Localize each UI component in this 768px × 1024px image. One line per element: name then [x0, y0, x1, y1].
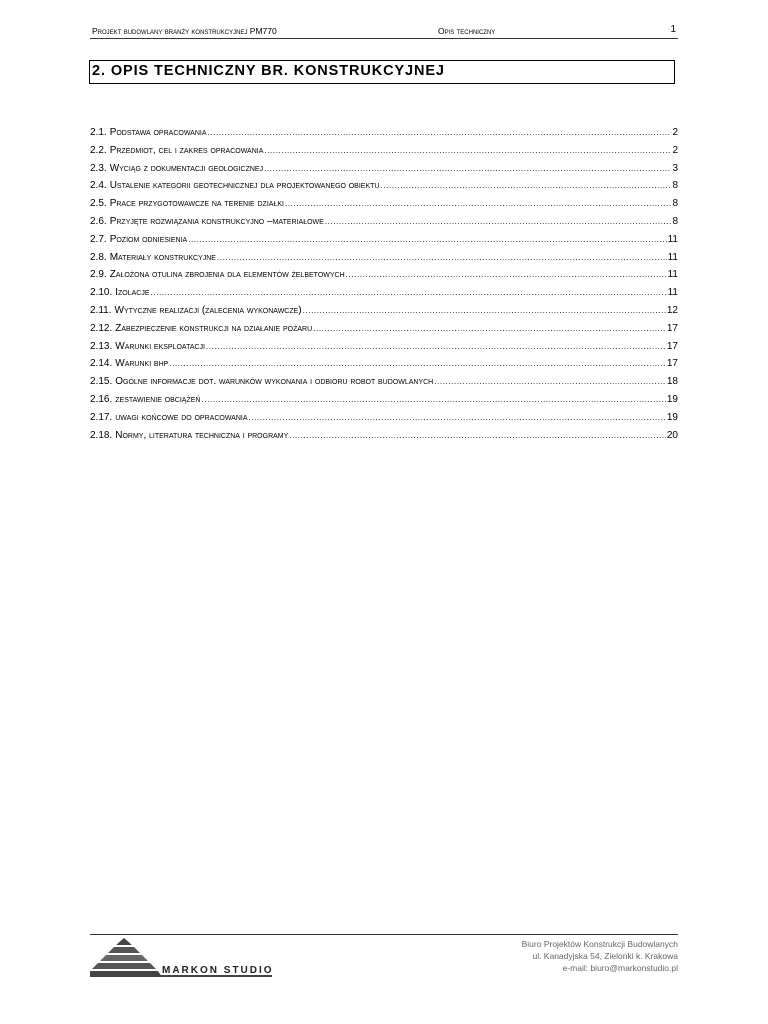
toc-entry-title: Podstawa opracowania	[109, 127, 207, 138]
table-of-contents	[90, 125, 678, 445]
toc-dot-leader	[206, 339, 666, 349]
toc-entry-title: Izolacje	[115, 287, 150, 299]
toc-entry-number: 2.9.	[90, 269, 107, 281]
toc-entry-number: 2.14.	[90, 358, 113, 370]
toc-entry[interactable]	[90, 410, 678, 428]
toc-entry-number: 2.18.	[90, 429, 113, 441]
toc-entry-number: 2.4.	[90, 180, 107, 192]
toc-entry-page: 17	[666, 340, 678, 352]
toc-entry-title: Założona otulina zbrojenia dla elementów żelbetowych	[109, 269, 345, 281]
chapter-title: 2. OPIS TECHNICZNY BR. KONSTRUKCYJNEJ	[92, 63, 445, 79]
toc-dot-leader	[264, 143, 671, 153]
toc-entry-title: Materiały konstrukcyjne	[109, 251, 216, 263]
address-line-3: e-mail: biuro@markonstudio.pl	[562, 963, 678, 973]
toc-dot-leader	[313, 321, 666, 331]
toc-dot-leader	[208, 125, 672, 135]
address-line-1: Biuro Projektów Konstrukcji Budowlanych	[521, 939, 678, 949]
footer-address	[522, 938, 678, 974]
toc-entry[interactable]	[90, 161, 678, 179]
toc-entry-title: Ogólne informacje dot. warunków wykonania i odbioru robot budowlanych	[115, 376, 434, 388]
toc-entry[interactable]	[90, 196, 678, 214]
toc-entry-title: Zabezpieczenie konstrukcji na działanie pożaru	[115, 322, 313, 334]
toc-entry-title: Przyjęte rozwiązania konstrukcyjno –materiałowe	[109, 215, 324, 227]
toc-entry-page: 11	[667, 269, 678, 281]
toc-entry-number: 2.2.	[90, 144, 107, 156]
toc-entry-number: 2.3.	[90, 162, 107, 174]
toc-entry-page: 3	[672, 162, 678, 174]
toc-entry-page: 8	[672, 215, 678, 227]
toc-entry-page: 11	[667, 251, 678, 263]
toc-entry-page: 2	[672, 144, 678, 156]
toc-dot-leader	[434, 374, 666, 384]
page-header	[90, 24, 678, 39]
toc-entry-page: 17	[666, 322, 678, 334]
toc-entry[interactable]	[90, 250, 678, 268]
toc-entry-page: 8	[672, 198, 678, 210]
toc-entry[interactable]	[90, 232, 678, 250]
toc-entry[interactable]	[90, 428, 678, 446]
toc-entry-page: 11	[667, 233, 678, 245]
toc-entry-page: 2	[672, 127, 678, 138]
toc-dot-leader	[325, 214, 672, 224]
toc-entry-number: 2.7.	[90, 233, 107, 245]
toc-entry[interactable]	[90, 303, 678, 321]
toc-entry[interactable]	[90, 285, 678, 303]
toc-entry-page: 19	[666, 411, 678, 423]
footer-divider	[90, 934, 678, 935]
toc-entry[interactable]	[90, 392, 678, 410]
toc-entry-title: Wytyczne realizacji (zalecenia wykonawcze)	[114, 304, 302, 316]
toc-entry-title: Warunki eksploatacji	[115, 340, 206, 352]
toc-entry-number: 2.12.	[90, 322, 113, 334]
header-section-title: Opis techniczny	[438, 26, 496, 36]
toc-entry-number: 2.5.	[90, 198, 107, 210]
header-page-number: 1	[670, 24, 676, 35]
toc-entry-number: 2.13.	[90, 340, 113, 352]
toc-entry-title: Przedmiot, cel i zakres opracowania	[109, 144, 264, 156]
toc-dot-leader	[289, 428, 666, 438]
toc-entry[interactable]	[90, 356, 678, 374]
toc-entry[interactable]	[90, 214, 678, 232]
toc-entry[interactable]	[90, 143, 678, 161]
toc-entry-title: Ustalenie kategorii geotechnicznej dla projektowanego obiektu	[109, 180, 380, 192]
toc-dot-leader	[303, 303, 666, 313]
toc-entry-page: 19	[666, 393, 678, 405]
header-project-title: Projekt budowlany branży konstrukcyjnej PM770	[92, 26, 277, 36]
toc-dot-leader	[151, 285, 667, 295]
toc-entry-number: 2.16.	[90, 393, 113, 405]
toc-entry-title: Poziom odniesienia	[109, 233, 188, 245]
logo-label: MARKON STUDIO	[162, 965, 274, 976]
toc-entry-number: 2.6.	[90, 215, 107, 227]
toc-entry-page: 18	[666, 376, 678, 388]
toc-entry-title: uwagi końcowe do opracowania	[115, 411, 248, 423]
toc-entry-title: Prace przygotowawcze na terenie działki	[109, 198, 284, 210]
toc-entry-page: 20	[666, 429, 678, 441]
toc-entry-title: zestawienie obciążeń	[115, 393, 201, 405]
toc-entry-page: 12	[666, 304, 678, 316]
toc-dot-leader	[217, 250, 667, 260]
chapter-title-box	[89, 60, 675, 84]
toc-dot-leader	[346, 267, 667, 277]
toc-entry-number: 2.8.	[90, 251, 107, 263]
toc-entry[interactable]	[90, 374, 678, 392]
toc-entry-number: 2.17.	[90, 411, 113, 423]
toc-entry[interactable]	[90, 125, 678, 143]
toc-entry[interactable]	[90, 178, 678, 196]
toc-entry-page: 11	[667, 287, 678, 299]
toc-dot-leader	[188, 232, 666, 242]
toc-dot-leader	[264, 161, 671, 171]
toc-entry-title: Normy, literatura techniczna i programy	[115, 429, 289, 441]
toc-dot-leader	[380, 178, 671, 188]
toc-dot-leader	[285, 196, 671, 206]
address-line-2: ul. Kanadyjska 54, Zielonki k. Krakowa	[532, 951, 678, 961]
toc-entry-title: Warunki bhp	[115, 358, 169, 370]
toc-entry-number: 2.10.	[90, 287, 113, 299]
toc-dot-leader	[249, 410, 666, 420]
toc-entry[interactable]	[90, 339, 678, 357]
toc-dot-leader	[201, 392, 665, 402]
toc-entry-number: 2.15.	[90, 376, 113, 388]
toc-entry[interactable]	[90, 267, 678, 285]
toc-entry-title: Wyciąg z dokumentacji geologicznej	[109, 162, 264, 174]
toc-entry[interactable]	[90, 321, 678, 339]
toc-entry-number: 2.1.	[90, 127, 107, 138]
toc-entry-number: 2.11.	[90, 304, 112, 316]
toc-entry-page: 17	[666, 358, 678, 370]
toc-entry-page: 8	[672, 180, 678, 192]
toc-dot-leader	[169, 356, 666, 366]
